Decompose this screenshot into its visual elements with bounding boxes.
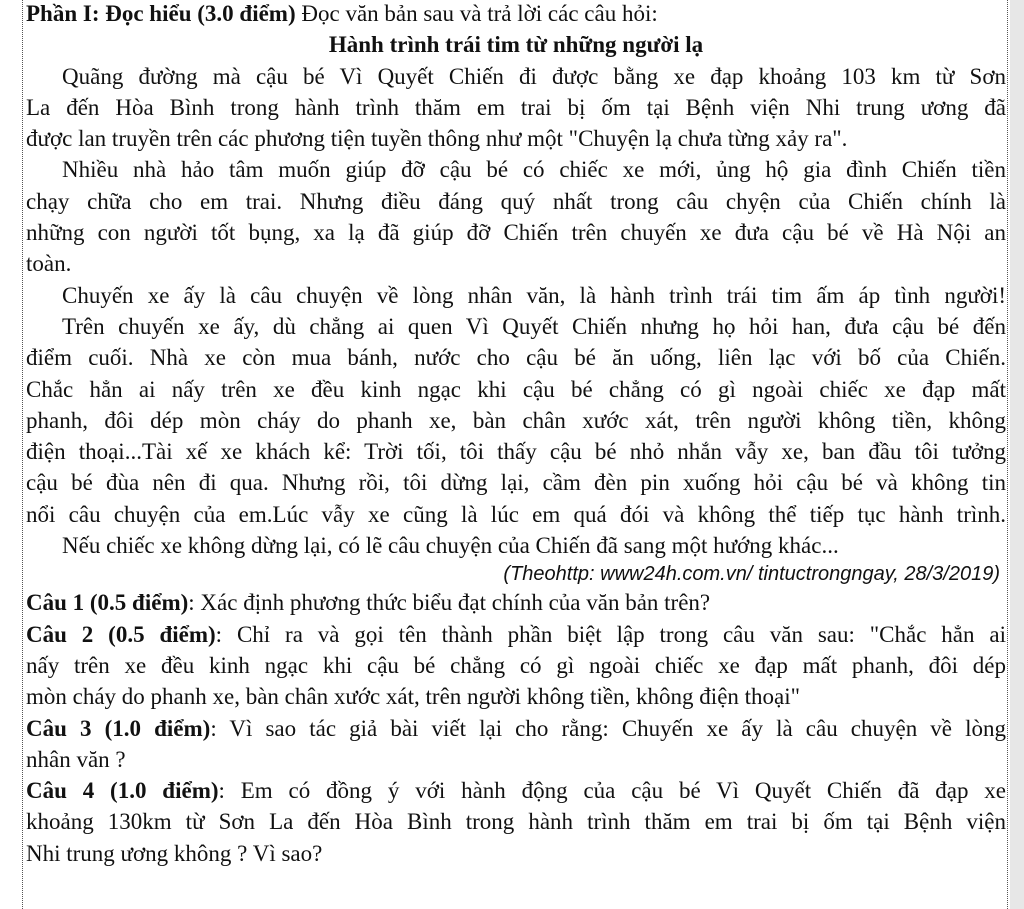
question-text: : Chỉ ra và gọi tên thành phần biệt lập trong câu văn sau: "Chắc hẳn ai [215, 621, 1006, 647]
page-margin-left [22, 0, 23, 909]
part-label: Phần I: Đọc hiểu (3.0 điểm) [26, 1, 296, 26]
question-line: nhân văn ? [26, 746, 126, 772]
article-line: nổi câu chuyện của em.Lúc vẫy xe cũng là lúc em quá đói và không thể tiếp tục hành trình. [26, 501, 1006, 527]
article-line: Quãng đường mà cậu bé Vì Quyết Chiến đi được bằng xe đạp khoảng 103 km từ Sơn [62, 63, 1006, 89]
article-source: (Theohttp: www24h.com.vn/ tintuctrongngay, 28/3/2019) [503, 563, 1000, 586]
part-instruction: Đọc văn bản sau và trả lời các câu hỏi: [295, 1, 658, 26]
article-line: phanh, đôi dép mòn cháy do phanh xe, bàn chân xước xát, trên người không tiền, không [26, 407, 1006, 433]
article-line: Nếu chiếc xe không dừng lại, có lẽ câu chuyện của Chiến đã sang một hướng khác... [62, 533, 839, 559]
question-text: : Xác định phương thức biểu đạt chính của văn bản trên? [188, 590, 711, 616]
document-body [26, 0, 1006, 869]
article-line: toàn. [26, 251, 72, 277]
article-line: cậu bé đùa nên đi qua. Nhưng rồi, tôi dừng lại, cầm đèn pin xuống hỏi cậu bé và không tin [26, 470, 1006, 496]
article-title: Hành trình trái tim từ những người lạ [328, 32, 704, 58]
page-margin-right [1007, 0, 1008, 909]
article-line: điểm cuối. Nhà xe còn mua bánh, nước cho cậu bé ăn uống, liên lạc với bố của Chiến. [26, 345, 1006, 371]
question-label: Câu 1 (0.5 điểm) [26, 590, 189, 616]
question-line: nấy trên xe đều kinh ngạc khi cậu bé chẳng có gì ngoài chiếc xe đạp mất phanh, đôi dép [26, 652, 1006, 678]
article-line: Chắc hẳn ai nấy trên xe đều kinh ngạc khi cậu bé chẳng có gì ngoài chiếc xe đạp mất [26, 376, 1006, 402]
question-text: : Vì sao tác giả bài viết lại cho rằng: Chuyến xe ấy là câu chuyện về lòng [210, 715, 1006, 741]
article-line: điện thoại...Tài xế xe khách kể: Trời tối, tôi thấy cậu bé nhỏ nhắn vẫy xe, ban đầu tôi tưởng [26, 439, 1006, 465]
part-heading [26, 0, 1006, 29]
question-2 [26, 619, 1006, 650]
question-1 [26, 587, 1006, 618]
article-line: La đến Hòa Bình trong hành trình thăm em trai bị ốm tại Bệnh viện Nhi trung ương đã [26, 94, 1006, 120]
question-text: : Em có đồng ý với hành động của cậu bé Vì Quyết Chiến đã đạp xe [218, 778, 1006, 804]
article-line: Nhiều nhà hảo tâm muốn giúp đỡ cậu bé có chiếc xe mới, ủng hộ gia đình Chiến tiền [62, 157, 1006, 183]
question-3 [26, 713, 1006, 744]
question-line: khoảng 130km từ Sơn La đến Hòa Bình trong hành trình thăm em trai bị ốm tại Bệnh viện [26, 809, 1006, 835]
question-label: Câu 4 (1.0 điểm) [26, 778, 219, 804]
article-line: được lan truyền trên các phương tiện tuyền thông như một "Chuyện lạ chưa từng xảy ra". [26, 126, 848, 152]
question-label: Câu 3 (1.0 điểm) [26, 715, 211, 741]
article-line: Trên chuyến xe ấy, dù chẳng ai quen Vì Quyết Chiến nhưng họ hỏi han, đưa cậu bé đến [62, 313, 1006, 339]
question-label: Câu 2 (0.5 điểm) [26, 621, 216, 647]
question-line: Nhi trung ương không ? Vì sao? [26, 840, 323, 866]
article-line: những con người tốt bụng, xa lạ đã giúp đỡ Chiến trên chuyến xe đưa cậu bé về Hà Nội an [26, 220, 1006, 246]
article-line: Chuyến xe ấy là câu chuyện về lòng nhân văn, là hành trình trái tim ấm áp tình người! [62, 282, 1006, 308]
article-line: chạy chữa cho em trai. Nhưng điều đáng quý nhất trong câu chyện của Chiến chính là [26, 188, 1006, 214]
question-4 [26, 775, 1006, 806]
question-line: mòn cháy do phanh xe, bàn chân xước xát, trên người không tiền, không điện thoại" [26, 684, 801, 710]
window-edge [1010, 0, 1024, 909]
